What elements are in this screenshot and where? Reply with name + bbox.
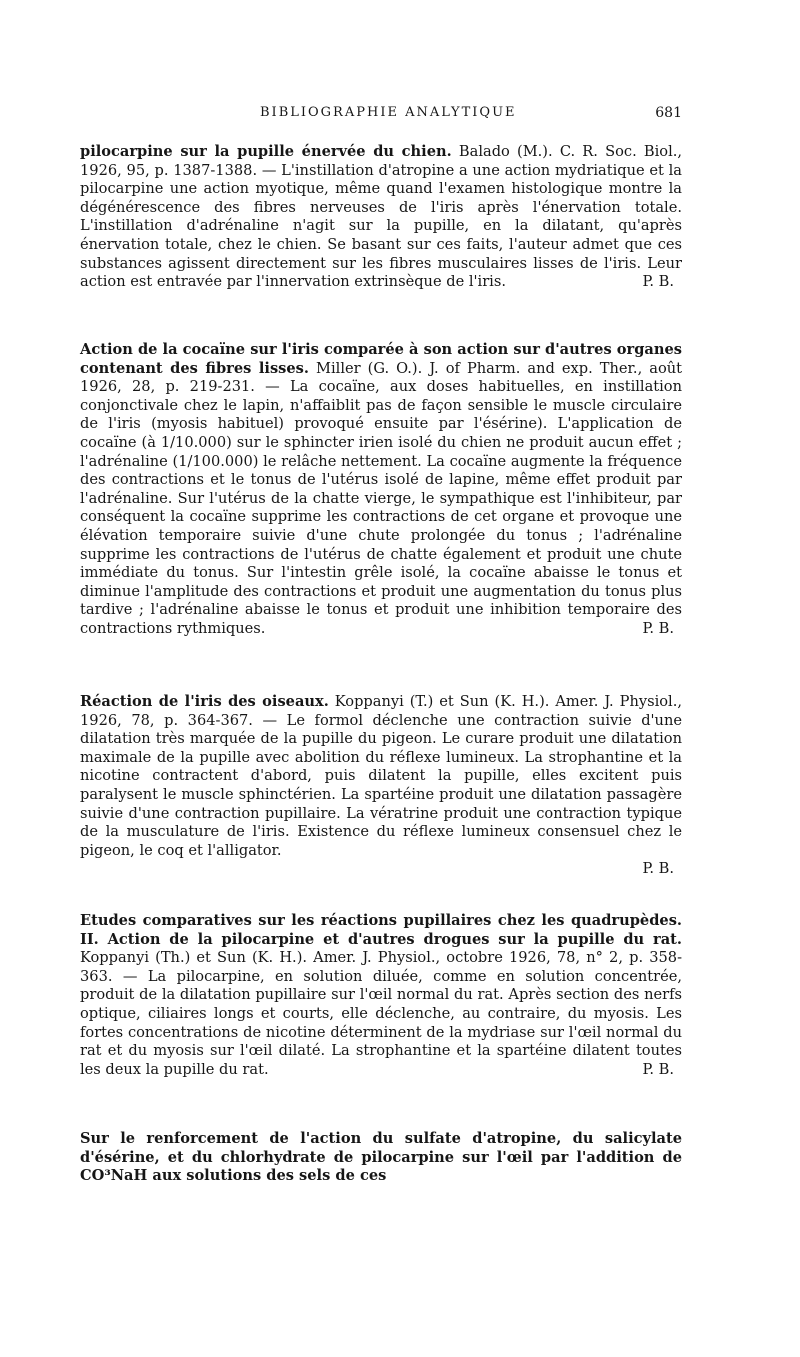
entry-heading: Réaction de l'iris des oiseaux. <box>80 693 329 710</box>
abstract-entry <box>80 143 682 292</box>
entry-heading: Etudes comparatives sur les réactions pupillaires chez les quadrupèdes. II. Action de la pilocarpine et d'autres drogues sur la pupille du rat. <box>80 912 682 948</box>
abstract-entry <box>80 693 682 879</box>
running-head <box>80 105 682 125</box>
entry-heading: Action de la cocaïne sur l'iris comparée à son action sur d'autres organes contenant des fibres lisses. <box>80 341 682 377</box>
abstract-entry <box>80 341 682 639</box>
entry-signature: P. B. <box>642 1060 674 1078</box>
entry-body: Koppanyi (Th.) et Sun (K. H.). Amer. J. Physiol., octobre 1926, 78, n° 2, p. 358-363. — La pilocarpine, en solution diluée, comme en solution concentrée, produit de la dilatation pupillaire sur l'œil normal du rat. Après section des nerfs optique, ciliaires longs et courts, elle déclenche, au contraire, du myosis. Les fortes concentrations de nicotine déterminent de la mydriase sur l'œil normal du rat et du myosis sur l'œil dilaté. La strophantine et la spartéine dilatent toutes les deux la pupille du rat. <box>80 949 682 1078</box>
entry-signature: P. B. <box>642 860 674 878</box>
entry-signature: P. B. <box>642 273 674 291</box>
abstract-entry <box>80 912 682 1079</box>
running-head-title: BIBLIOGRAPHIE ANALYTIQUE <box>260 105 517 120</box>
entry-body: Balado (M.). C. R. Soc. Biol., 1926, 95, p. 1387-1388. — L'instillation d'atropine a une action mydriatique et la pilocarpine une action myotique, même quand l'examen histologique montre la dégénérescence des fibres nerveuses de l'iris après l'énervation totale. L'instillation d'adrénaline n'agit sur la pupille, en la dilatant, qu'après énervation totale, chez le chien. Se basant sur ces faits, l'auteur admet que ces substances agissent directement sur les fibres musculaires lisses de l'iris. Leur action est entravée par l'innervation extrinsèque de l'iris. <box>80 143 683 291</box>
entry-signature: P. B. <box>642 619 674 637</box>
entry-body: Miller (G. O.). J. of Pharm. and exp. Ther., août 1926, 28, p. 219-231. — La cocaïne, aux doses habituelles, en instillation conjonctivale chez le lapin, n'affaiblit pas de façon sensible le muscle circulaire de l'iris (myosis habituel) provoqué ensuite par l'ésérine). L'application de cocaïne (à 1/10.000) sur le sphincter irien isolé du chien ne produit aucun effet ; l'adrénaline (1/100.000) le relâche nettement. La cocaïne augmente la fréquence des contractions et le tonus de l'utérus isolé de lapine, même effet produit par l'adrénaline. Sur l'utérus de la chatte vierge, le sympathique est l'inhibiteur, par conséquent la cocaïne supprime les contractions de cet organe et provoque une élévation temporaire suivie d'une chute prolongée du tonus ; l'adrénaline supprime les contractions de l'utérus de chatte également et produit une chute immédiate du tonus. Sur l'intestin grêle isolé, la cocaïne abaisse le tonus et diminue l'amplitude des contractions et produit une augmentation du tonus plus tardive ; l'adrénaline abaisse le tonus et produit une inhibition temporaire des contractions rythmiques. <box>80 359 683 637</box>
entry-heading: pilocarpine sur la pupille énervée du chien. <box>80 143 452 160</box>
page-number: 681 <box>655 105 682 121</box>
entry-body: Koppanyi (T.) et Sun (K. H.). Amer. J. Physiol., 1926, 78, p. 364-367. — Le formol déclenche une contraction suivie d'une dilatation très marquée de la pupille du pigeon. Le curare produit une dilatation maximale de la pupille avec abolition du réflexe lumineux. La strophantine et la nicotine contractent d'abord, puis dilatent la pupille, elles excitent puis paralysent le muscle sphinctérien. La spartéine produit une dilatation passagère suivie d'une contraction pupillaire. La vératrine produit une contraction typique de la musculature de l'iris. Existence du réflexe lumineux consensuel chez le pigeon, le coq et l'alligator. <box>80 693 682 859</box>
abstract-entry <box>80 1130 682 1186</box>
entry-heading: Sur le renforcement de l'action du sulfate d'atropine, du salicylate d'ésérine, et du chlorhydrate de pilocarpine sur l'œil par l'addition de CO³NaH aux solutions des sels de ces <box>80 1130 682 1185</box>
